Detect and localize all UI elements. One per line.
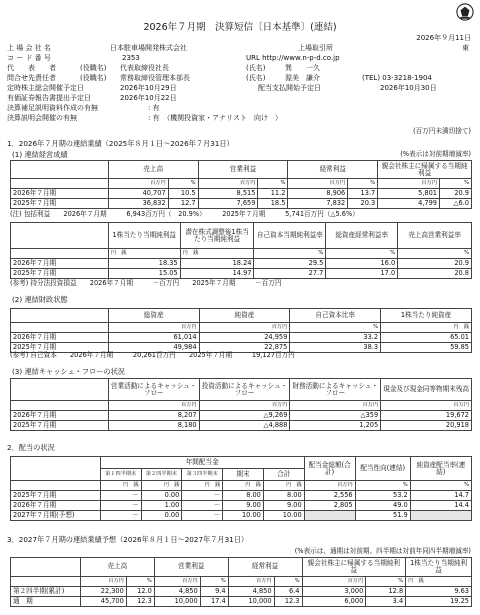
unit-cell: 円 銭 bbox=[108, 249, 180, 259]
unit-cell: 円 銭 bbox=[381, 323, 472, 333]
value-cell: 1.00 bbox=[141, 501, 182, 511]
exchange-label: 上場取引所 bbox=[298, 44, 333, 52]
unit-cell: % bbox=[348, 179, 378, 189]
value-cell: 65.01 bbox=[381, 333, 472, 343]
forecast-table bbox=[10, 557, 472, 607]
supplementary-value: : 有 bbox=[148, 104, 160, 112]
value-cell: 4,850 bbox=[228, 587, 274, 597]
unit-cell: 円 銭 bbox=[141, 481, 182, 491]
value-cell: 14.97 bbox=[180, 269, 254, 279]
value-cell: 40,707 bbox=[108, 189, 168, 199]
value-cell: 20.3 bbox=[348, 199, 378, 209]
contact-title-label: (役職名) bbox=[80, 74, 107, 82]
value-cell: 22,875 bbox=[199, 343, 290, 353]
company-url[interactable]: URL http://www.n-p-d.co.jp bbox=[246, 54, 340, 62]
document-date: 2026年９月11日 bbox=[416, 34, 471, 42]
value-cell: 18.24 bbox=[180, 259, 254, 269]
forecast-percent-note: (%表示は、通期は対前期、四半期は対前年同四半期増減率) bbox=[294, 547, 471, 555]
per-share-table bbox=[10, 222, 472, 279]
col-cash-balance: 現金及び現金同等物期末残高 bbox=[381, 379, 472, 401]
section-3-heading: 3．2027年７月期の連結業績予想（2026年８月１日～2027年７月31日） bbox=[7, 535, 249, 544]
col-annual-dividend: 年間配当金 bbox=[100, 457, 304, 469]
unit-cell: 百万円 bbox=[198, 179, 258, 189]
value-cell: 13.7 bbox=[348, 189, 378, 199]
value-cell: 7,832 bbox=[288, 199, 348, 209]
value-cell: 38.3 bbox=[290, 343, 381, 353]
value-cell: △6.0 bbox=[440, 199, 472, 209]
unit-cell: % bbox=[274, 577, 302, 587]
jasdaq-logo-icon bbox=[456, 3, 474, 21]
cash-flow-table bbox=[10, 378, 472, 431]
value-cell: 10,000 bbox=[228, 597, 274, 607]
company-name: 日本駐車場開発株式会社 bbox=[110, 44, 187, 52]
unit-cell: 百万円 bbox=[108, 323, 199, 333]
value-cell: 10.5 bbox=[168, 189, 198, 199]
unit-cell: % bbox=[200, 577, 228, 587]
representative-title: 代表取締役社長 bbox=[120, 64, 169, 72]
unit-cell: 百万円 bbox=[154, 577, 200, 587]
table-row bbox=[11, 587, 472, 597]
value-cell: 1,205 bbox=[290, 421, 381, 431]
unit-cell: % bbox=[398, 249, 472, 259]
representative-name-label: (氏名) bbox=[246, 64, 266, 72]
value-cell: 2,805 bbox=[304, 501, 355, 511]
contact-name: 渥美 謙介 bbox=[285, 74, 320, 82]
value-cell: 29.5 bbox=[254, 259, 326, 269]
period-label: 2026年７月期 bbox=[11, 501, 101, 511]
unit-cell: % bbox=[410, 481, 471, 491]
unit-cell: 百万円 bbox=[108, 179, 168, 189]
value-cell: 17.0 bbox=[326, 269, 398, 279]
operating-results-heading: (1) 連結経営成績 bbox=[12, 150, 68, 159]
value-cell: 4,799 bbox=[378, 199, 440, 209]
unit-cell: % bbox=[326, 249, 398, 259]
table-row bbox=[11, 501, 472, 511]
unit-cell: % bbox=[440, 179, 472, 189]
value-cell: 19.25 bbox=[406, 597, 472, 607]
value-cell: 12.0 bbox=[126, 587, 154, 597]
value-cell: 22,300 bbox=[80, 587, 126, 597]
col-operating-cf: 営業活動によるキャッシュ・フロー bbox=[108, 379, 199, 401]
section-1-heading: 1．2026年７月期の連結業績（2025年８月１日～2026年７月31日） bbox=[7, 139, 234, 148]
table-row bbox=[11, 421, 472, 431]
col-total: 合計 bbox=[263, 469, 304, 481]
period-label: 第２四半期(累計) bbox=[11, 587, 81, 597]
value-cell: 24,959 bbox=[199, 333, 290, 343]
value-cell: △9,269 bbox=[199, 411, 290, 421]
operating-results-table bbox=[10, 160, 472, 209]
value-cell: 12.7 bbox=[168, 199, 198, 209]
unit-cell: 円 銭 bbox=[406, 577, 472, 587]
representative-label: 代 表 者 bbox=[7, 64, 56, 72]
col-roe: 自己資本当期純利益率 bbox=[254, 223, 326, 249]
value-cell: 49.0 bbox=[355, 501, 410, 511]
col-diluted-eps: 潜在株式調整後1株当たり当期純利益 bbox=[180, 223, 254, 249]
section-2-heading: 2．配当の状況 bbox=[7, 443, 55, 452]
contact-label: 問合せ先責任者 bbox=[7, 74, 56, 82]
value-cell: － bbox=[100, 501, 141, 511]
blank-header bbox=[11, 161, 109, 179]
table-row bbox=[11, 411, 472, 421]
value-cell: 45,700 bbox=[80, 597, 126, 607]
value-cell: 8,906 bbox=[288, 189, 348, 199]
value-cell: 10.00 bbox=[263, 511, 304, 521]
table-row bbox=[11, 259, 472, 269]
unit-note: (百万円未満切捨て) bbox=[413, 127, 471, 135]
col-dividend-on-equity: 純資産配当率(連結) bbox=[410, 457, 471, 481]
period-label: 2026年７月期 bbox=[11, 411, 109, 421]
value-cell: 8.00 bbox=[263, 491, 304, 501]
value-cell: － bbox=[182, 511, 223, 521]
value-cell: 10.00 bbox=[223, 511, 264, 521]
period-label: 2025年７月期 bbox=[11, 421, 109, 431]
value-cell: 10,000 bbox=[154, 597, 200, 607]
value-cell: 14.7 bbox=[410, 491, 471, 501]
unit-cell: 百万円 bbox=[290, 401, 381, 411]
unit-cell: 百万円 bbox=[288, 179, 348, 189]
col-net-income: 親会社株主に帰属する当期純利益 bbox=[302, 558, 406, 577]
col-dividend-total: 配当金総額(合計) bbox=[304, 457, 355, 481]
value-cell: 19,672 bbox=[381, 411, 472, 421]
value-cell: － bbox=[182, 501, 223, 511]
percent-note: (%表示は対前期増減率) bbox=[400, 150, 471, 158]
value-cell: 9.4 bbox=[200, 587, 228, 597]
col-operating-margin: 売上高営業利益率 bbox=[398, 223, 472, 249]
unit-cell: % bbox=[290, 323, 381, 333]
value-cell: 9.00 bbox=[223, 501, 264, 511]
unit-cell: 円 銭 bbox=[223, 481, 264, 491]
value-cell: 9.63 bbox=[406, 587, 472, 597]
value-cell: 17.4 bbox=[200, 597, 228, 607]
value-cell: 51.9 bbox=[355, 511, 410, 521]
value-cell: 4,850 bbox=[154, 587, 200, 597]
value-cell: 61,014 bbox=[108, 333, 199, 343]
financial-position-heading: (2) 連結財政状態 bbox=[12, 295, 68, 304]
value-cell: 27.7 bbox=[254, 269, 326, 279]
value-cell: － bbox=[100, 491, 141, 501]
document-title: 2026年７月期 決算短信〔日本基準〕(連結) bbox=[143, 22, 337, 33]
cash-flow-heading: (3) 連結キャッシュ・フローの状況 bbox=[12, 367, 125, 376]
value-cell: 18.35 bbox=[108, 259, 180, 269]
period-label: 2025年７月期 bbox=[11, 269, 109, 279]
unit-cell: 円 銭 bbox=[182, 481, 223, 491]
representative-name: 巽 一久 bbox=[285, 64, 320, 72]
value-cell: 12.3 bbox=[126, 597, 154, 607]
value-cell: 12.3 bbox=[274, 597, 302, 607]
unit-cell: 百万円 bbox=[304, 481, 355, 491]
period-label: 2025年７月期 bbox=[11, 343, 109, 353]
col-net-assets: 純資産 bbox=[199, 309, 290, 323]
col-operating-income: 営業利益 bbox=[154, 558, 228, 577]
financial-position-table bbox=[10, 308, 472, 353]
table-row bbox=[11, 199, 472, 209]
value-cell: 3,000 bbox=[302, 587, 366, 597]
value-cell: 15.05 bbox=[108, 269, 180, 279]
unit-cell: % bbox=[126, 577, 154, 587]
value-cell: 11.2 bbox=[258, 189, 288, 199]
value-cell: △359 bbox=[290, 411, 381, 421]
value-cell: 6,000 bbox=[302, 597, 366, 607]
dividend-table bbox=[10, 456, 472, 521]
unit-cell: 円 銭 bbox=[100, 481, 141, 491]
value-cell: 36,832 bbox=[108, 199, 168, 209]
col-year-end: 期末 bbox=[223, 469, 264, 481]
unit-cell: 百万円 bbox=[302, 577, 366, 587]
value-cell: 20.9 bbox=[440, 189, 472, 199]
value-cell bbox=[304, 511, 355, 521]
unit-cell: 百万円 bbox=[199, 401, 290, 411]
equity-method-note: (参考) 持分法投資損益 2026年７月期 －百万円 2025年７月期 －百万円 bbox=[10, 279, 282, 287]
period-label: 2026年７月期 bbox=[11, 259, 109, 269]
col-q3: 第３四半期末 bbox=[182, 469, 223, 481]
col-net-income: 親会社株主に帰属する当期純利益 bbox=[378, 161, 472, 179]
table-row bbox=[11, 511, 472, 521]
table-row bbox=[11, 597, 472, 607]
col-operating-income: 営業利益 bbox=[198, 161, 288, 179]
unit-cell: % bbox=[355, 481, 410, 491]
shareholders-equity-note: (参考) 自己資本 2026年７月期 20,261百万円 2025年７月期 19,127百万円 bbox=[10, 351, 295, 359]
value-cell: 5,801 bbox=[378, 189, 440, 199]
col-sales: 売上高 bbox=[80, 558, 154, 577]
value-cell: 16.0 bbox=[326, 259, 398, 269]
value-cell: 3.4 bbox=[366, 597, 406, 607]
value-cell: 49,984 bbox=[108, 343, 199, 353]
supplementary-label: 決算補足説明資料作成の有無 bbox=[7, 104, 98, 112]
value-cell: 0.00 bbox=[141, 511, 182, 521]
col-roa: 総資産経常利益率 bbox=[326, 223, 398, 249]
period-label: 2025年７月期 bbox=[11, 491, 101, 501]
period-label: 2025年７月期 bbox=[11, 199, 109, 209]
col-sales: 売上高 bbox=[108, 161, 198, 179]
value-cell: 0.00 bbox=[141, 491, 182, 501]
unit-cell: % bbox=[168, 179, 198, 189]
col-eps: 1株当たり当期純利益 bbox=[406, 558, 472, 577]
value-cell: 6.4 bbox=[274, 587, 302, 597]
report-date: 2026年10月22日 bbox=[120, 94, 177, 102]
value-cell: △4,888 bbox=[199, 421, 290, 431]
value-cell: 20,918 bbox=[381, 421, 472, 431]
value-cell: 59.85 bbox=[381, 343, 472, 353]
period-label: 2027年７月期(予想) bbox=[11, 511, 101, 521]
value-cell: － bbox=[100, 511, 141, 521]
value-cell: 53.2 bbox=[355, 491, 410, 501]
unit-cell: 百万円 bbox=[378, 179, 440, 189]
unit-cell: % bbox=[258, 179, 288, 189]
col-equity-ratio: 自己資本比率 bbox=[290, 309, 381, 323]
col-total-assets: 総資産 bbox=[108, 309, 199, 323]
unit-cell: 円 銭 bbox=[263, 481, 304, 491]
value-cell: 7,659 bbox=[198, 199, 258, 209]
period-label: 2026年７月期 bbox=[11, 189, 109, 199]
value-cell: 2,556 bbox=[304, 491, 355, 501]
value-cell: 9.00 bbox=[263, 501, 304, 511]
value-cell: 20.8 bbox=[398, 269, 472, 279]
unit-cell: % bbox=[254, 249, 326, 259]
unit-cell: % bbox=[366, 577, 406, 587]
agm-date: 2026年10月29日 bbox=[120, 84, 177, 92]
value-cell: 8,207 bbox=[108, 411, 199, 421]
unit-cell: 百万円 bbox=[80, 577, 126, 587]
unit-cell: 百万円 bbox=[381, 401, 472, 411]
dividend-date: 2026年10月30日 bbox=[380, 84, 437, 92]
table-row bbox=[11, 189, 472, 199]
exchange-value: 東 bbox=[462, 44, 469, 52]
briefing-value: : 有 （機関投資家・アナリスト 向け ） bbox=[148, 114, 282, 122]
agm-date-label: 定時株主総会開催予定日 bbox=[7, 84, 84, 92]
comprehensive-income-note: (注) 包括利益 2026年７月期 6,943百万円（ 20.9%） 2025年７月期 5,741百万円（△5.6%） bbox=[10, 210, 359, 218]
col-investing-cf: 投資活動によるキャッシュ・フロー bbox=[199, 379, 290, 401]
value-cell: 8,180 bbox=[108, 421, 199, 431]
col-q1: 第１四半期末 bbox=[100, 469, 141, 481]
period-label: 通 期 bbox=[11, 597, 81, 607]
contact-title: 常務取締役管理本部長 bbox=[120, 74, 190, 82]
value-cell: 8.00 bbox=[223, 491, 264, 501]
col-bps: 1株当たり純資産 bbox=[381, 309, 472, 323]
value-cell: 18.5 bbox=[258, 199, 288, 209]
col-payout-ratio: 配当性向(連結) bbox=[355, 457, 410, 481]
contact-tel: (TEL) 03-3218-1904 bbox=[362, 74, 432, 82]
report-date-label: 有価証券報告書提出予定日 bbox=[7, 94, 91, 102]
col-ordinary-income: 経常利益 bbox=[228, 558, 302, 577]
value-cell: 20.9 bbox=[398, 259, 472, 269]
unit-cell: 百万円 bbox=[108, 401, 199, 411]
contact-name-label: (氏名) bbox=[246, 74, 266, 82]
value-cell bbox=[410, 511, 471, 521]
value-cell: 14.4 bbox=[410, 501, 471, 511]
table-row bbox=[11, 269, 472, 279]
unit-cell: 百万円 bbox=[199, 323, 290, 333]
company-name-label: 上 場 会 社 名 bbox=[7, 44, 51, 52]
briefing-label: 決算説明会開催の有無 bbox=[7, 114, 77, 122]
value-cell: 33.2 bbox=[290, 333, 381, 343]
col-ordinary-income: 経常利益 bbox=[288, 161, 378, 179]
representative-title-label: (役職名) bbox=[80, 64, 107, 72]
col-q2: 第２四半期末 bbox=[141, 469, 182, 481]
value-cell: 8,515 bbox=[198, 189, 258, 199]
unit-cell: 円 銭 bbox=[180, 249, 254, 259]
table-row bbox=[11, 491, 472, 501]
table-row bbox=[11, 333, 472, 343]
unit-cell: 百万円 bbox=[228, 577, 274, 587]
col-eps: 1株当たり当期純利益 bbox=[108, 223, 180, 249]
value-cell: － bbox=[182, 491, 223, 501]
code-value: 2353 bbox=[122, 54, 140, 62]
dividend-date-label: 配当支払開始予定日 bbox=[258, 84, 321, 92]
value-cell: 12.8 bbox=[366, 587, 406, 597]
period-label: 2026年７月期 bbox=[11, 333, 109, 343]
code-label: コ ー ド 番 号 bbox=[7, 54, 51, 62]
col-financing-cf: 財務活動によるキャッシュ・フロー bbox=[290, 379, 381, 401]
